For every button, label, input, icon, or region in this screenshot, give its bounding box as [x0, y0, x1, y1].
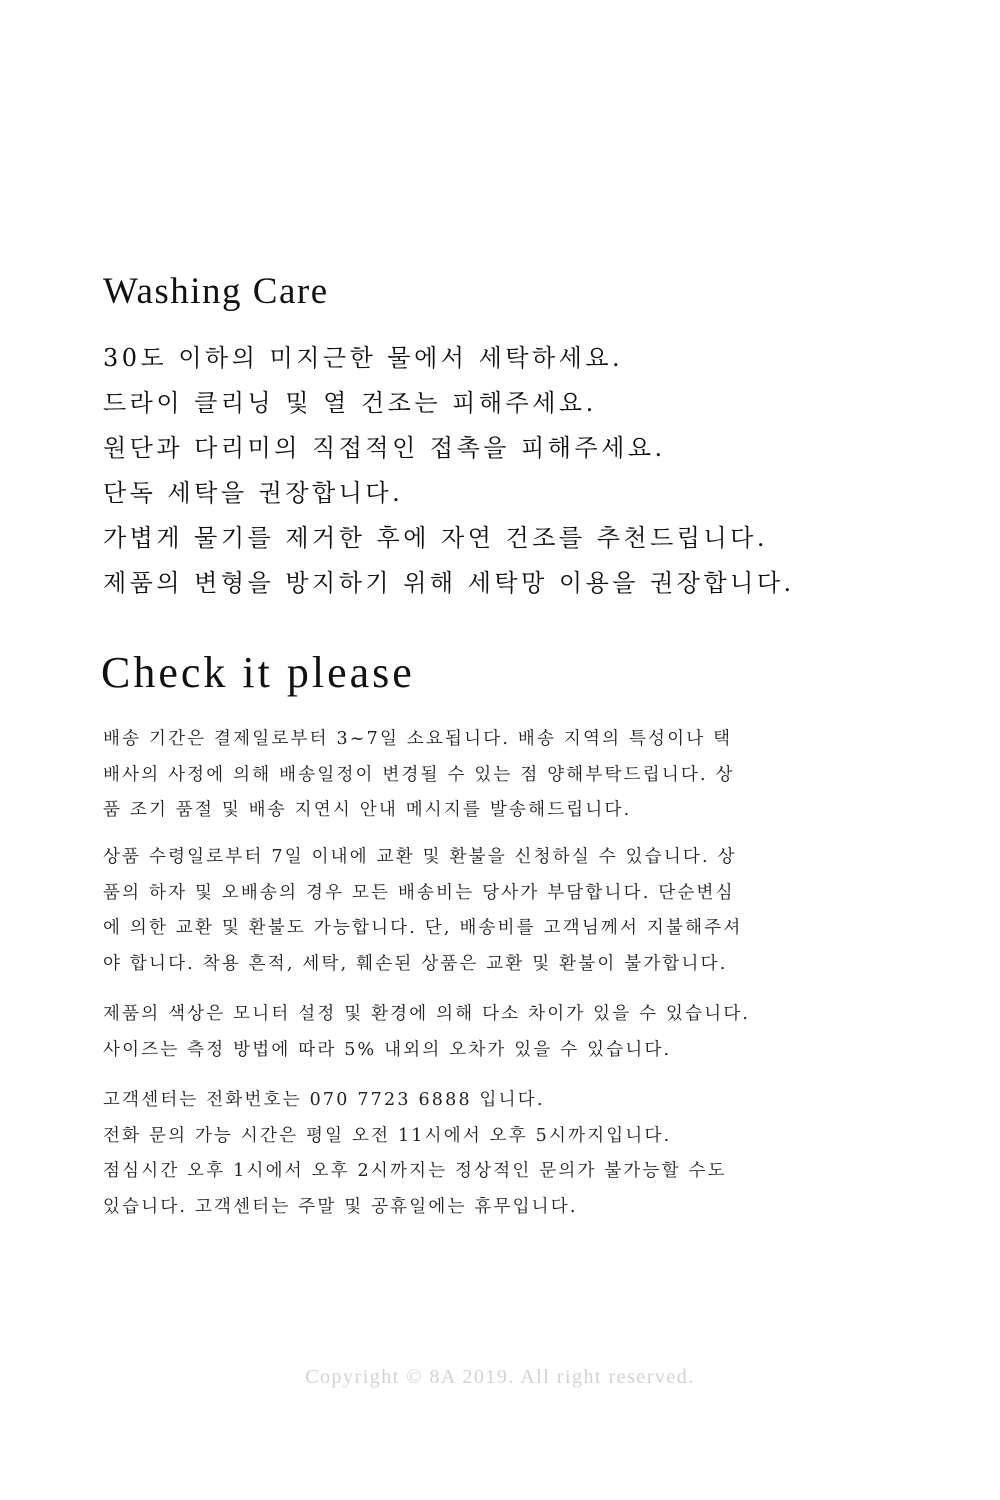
washing-care-list — [103, 336, 795, 606]
check-it-please-title: Check it please — [101, 648, 415, 697]
notice-line: 점심시간 오후 1시에서 오후 2시까지는 정상적인 문의가 불가능할 수도 — [103, 1161, 727, 1181]
washing-care-line: 원단과 다리미의 직접적인 접촉을 피해주세요. — [103, 434, 666, 462]
washing-care-line: 30도 이하의 미지근한 물에서 세탁하세요. — [103, 344, 624, 372]
shipping-notice — [103, 722, 735, 829]
washing-care-line: 드라이 클리닝 및 열 건조는 피해주세요. — [103, 389, 597, 417]
notice-line: 고객센터는 전화번호는 070 7723 6888 입니다. — [103, 1090, 545, 1110]
notice-line: 전화 문의 가능 시간은 평일 오전 11시에서 오후 5시까지입니다. — [103, 1125, 672, 1146]
exchange-refund-notice — [103, 840, 742, 982]
notice-line: 야 합니다. 착용 흔적, 세탁, 훼손된 상품은 교환 및 환불이 불가합니다. — [103, 953, 728, 974]
washing-care-line: 제품의 변형을 방지하기 위해 세탁망 이용을 권장합니다. — [103, 569, 795, 597]
notice-line: 배사의 사정에 의해 배송일정이 변경될 수 있는 점 양해부탁드립니다. 상 — [103, 764, 735, 785]
washing-care-title: Washing Care — [103, 271, 329, 312]
notice-line: 사이즈는 측정 방법에 따라 5% 내외의 오차가 있을 수 있습니다. — [103, 1039, 672, 1060]
washing-care-line: 가볍게 물기를 제거한 후에 자연 건조를 추천드립니다. — [103, 524, 768, 552]
notice-line: 에 의한 교환 및 환불도 가능합니다. 단, 배송비를 고객님께서 지불해주셔 — [103, 918, 743, 938]
color-size-notice — [103, 997, 750, 1068]
notice-line: 품의 하자 및 오배송의 경우 모든 배송비는 당사가 부담합니다. 단순변심 — [103, 882, 735, 903]
notice-line: 제품의 색상은 모니터 설정 및 환경에 의해 다소 차이가 있을 수 있습니다. — [103, 1004, 751, 1024]
customer-center-notice — [103, 1083, 727, 1225]
notice-line: 있습니다. 고객센터는 주말 및 공휴일에는 휴무입니다. — [103, 1196, 578, 1217]
notice-line: 배송 기간은 결제일로부터 3~7일 소요됩니다. 배송 지역의 특성이나 택 — [103, 729, 733, 749]
washing-care-line: 단독 세탁을 권장합니다. — [103, 479, 404, 507]
copyright-text: Copyright © 8A 2019. All right reserved. — [305, 1366, 695, 1388]
notice-line: 상품 수령일로부터 7일 이내에 교환 및 환불을 신청하실 수 있습니다. 상 — [103, 847, 737, 867]
notice-line: 품 조기 품절 및 배송 지연시 안내 메시지를 발송해드립니다. — [103, 800, 632, 820]
